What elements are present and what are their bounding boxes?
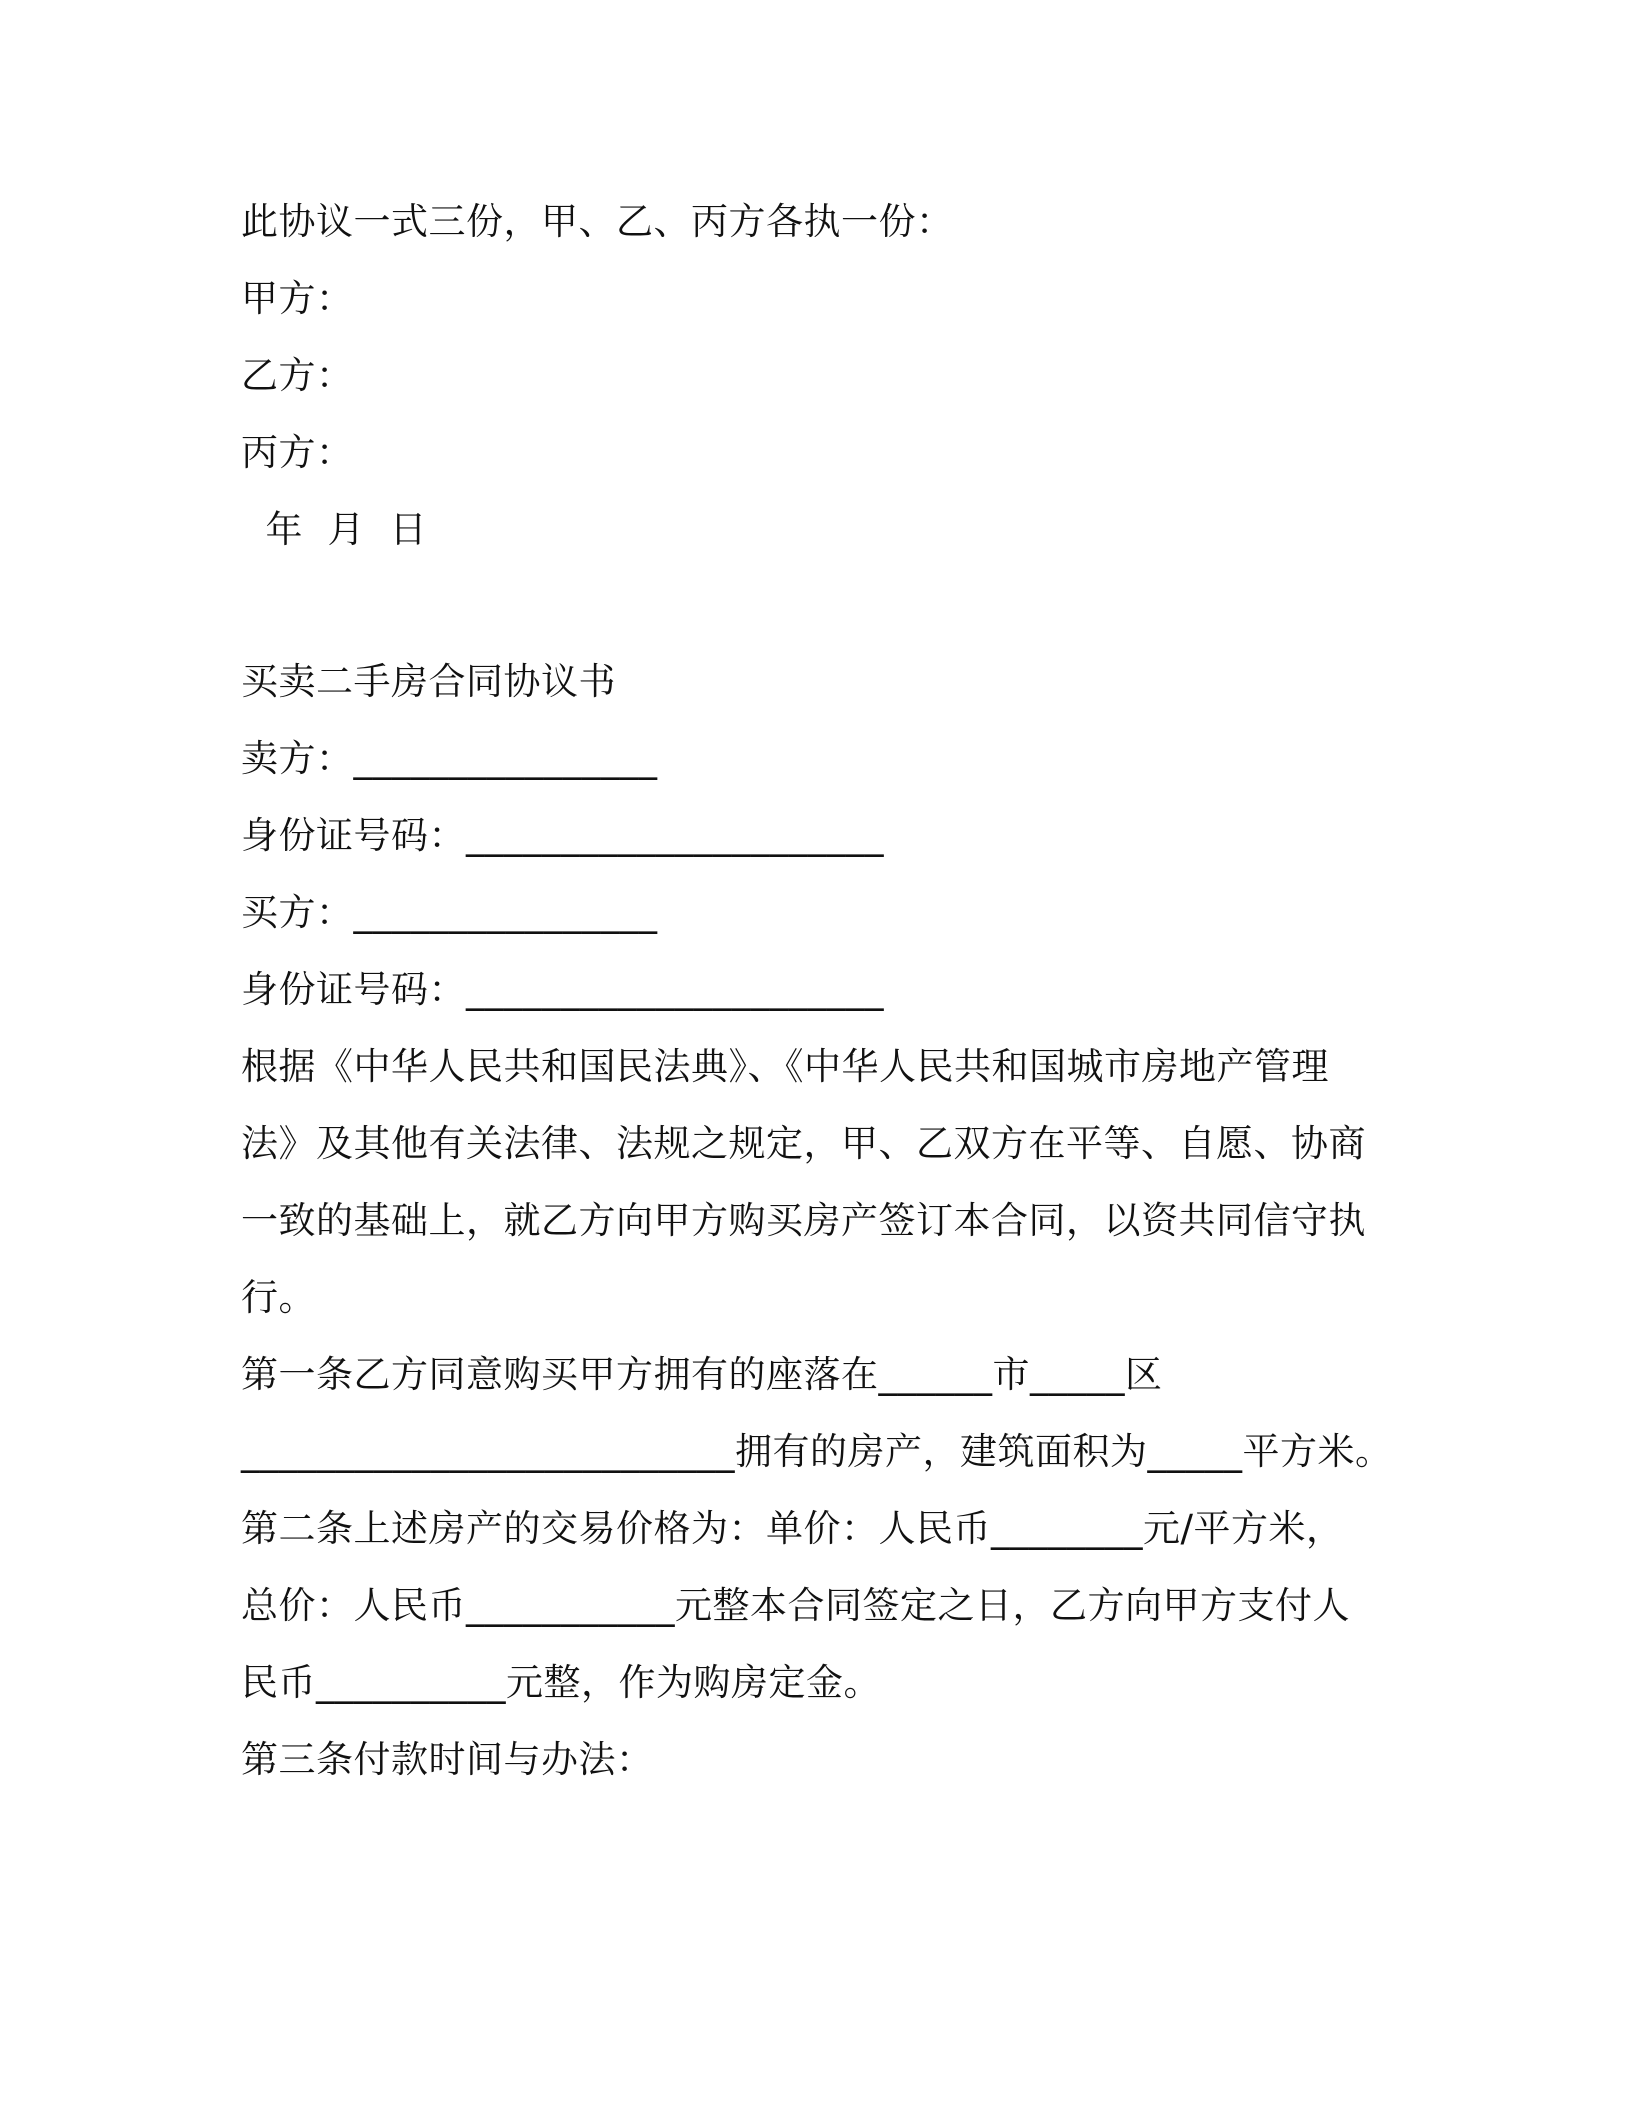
article-1-line: 第一条乙方同意购买甲方拥有的座落在______市_____区 bbox=[241, 1353, 1163, 1396]
article-2-line: 第二条上述房产的交易价格为：单价：人民币________元/平方米， bbox=[241, 1507, 1344, 1550]
date-line: 年 月 日 bbox=[241, 508, 428, 551]
seller-id-field: 身份证号码：______________________ bbox=[241, 814, 884, 857]
article-2-line: 民币__________元整，作为购房定金。 bbox=[241, 1661, 881, 1704]
article-2-line: 总价：人民币___________元整本合同签定之日，乙方向甲方支付人 bbox=[241, 1584, 1350, 1627]
article-1-line: __________________________拥有的房产，建筑面积为_____平方米。 bbox=[241, 1430, 1393, 1473]
preamble-line: 行。 bbox=[241, 1276, 316, 1319]
preamble-line: 法》及其他有关法律、法规之规定，甲、乙双方在平等、自愿、协商 bbox=[241, 1122, 1366, 1165]
party-a-signature-line: 甲方： bbox=[241, 277, 354, 320]
article-3-heading: 第三条付款时间与办法： bbox=[241, 1738, 654, 1781]
party-b-signature-line: 乙方： bbox=[241, 354, 354, 397]
buyer-id-field: 身份证号码：______________________ bbox=[241, 968, 884, 1011]
contract-title: 买卖二手房合同协议书 bbox=[241, 660, 616, 703]
preamble-line: 根据《中华人民共和国民法典》、《中华人民共和国城市房地产管理 bbox=[241, 1045, 1329, 1088]
party-c-signature-line: 丙方： bbox=[241, 431, 354, 474]
seller-field: 卖方：________________ bbox=[241, 737, 658, 780]
copies-statement: 此协议一式三份，甲、乙、丙方各执一份： bbox=[241, 200, 954, 243]
buyer-field: 买方：________________ bbox=[241, 891, 658, 934]
preamble-line: 一致的基础上，就乙方向甲方购买房产签订本合同，以资共同信守执 bbox=[241, 1199, 1366, 1242]
